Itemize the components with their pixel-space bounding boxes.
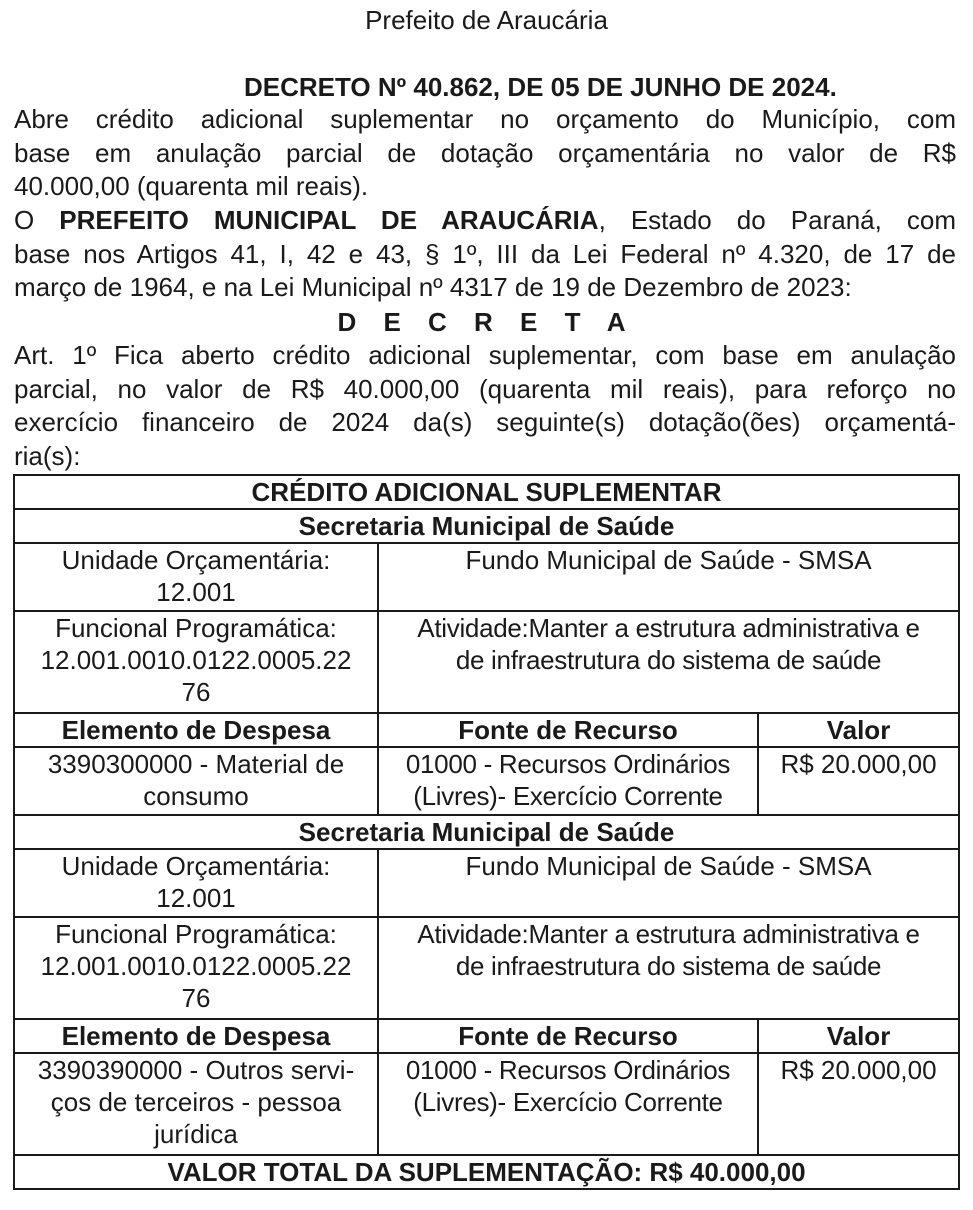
- atividade-line: de infraestrutura do sistema de saúde: [455, 951, 882, 981]
- fonte-line: 01000 - Recursos Ordinários: [405, 1055, 731, 1085]
- elemento-line: 3390390000 - Outros servi-: [37, 1055, 355, 1085]
- elemento-line: ços de terceiros - pessoa: [50, 1087, 342, 1117]
- page-header: Prefeito de Araucária: [365, 5, 608, 35]
- elemento-cell: [14, 747, 378, 815]
- fonte-line: (Livres)- Exercício Corrente: [413, 1087, 723, 1117]
- valor-cell: R$ 20.000,00: [758, 1053, 959, 1155]
- table-title-row: [14, 475, 959, 509]
- col-header-elemento: Elemento de Despesa: [14, 713, 378, 747]
- funcional-code-cont: 76: [181, 983, 211, 1013]
- atividade-cell: [378, 611, 959, 713]
- elemento-line: consumo: [143, 781, 249, 811]
- article-1: [14, 339, 956, 473]
- preamble-line: março de 1964, e na Lei Municipal nº 4317 de 19 de Dezembro de 2023:: [14, 272, 852, 302]
- funcional-code-cont: 76: [181, 677, 211, 707]
- unidade-code: 12.001: [156, 883, 236, 913]
- total-value: VALOR TOTAL DA SUPLEMENTAÇÃO: R$ 40.000,00: [14, 1155, 959, 1189]
- secretaria-name: Secretaria Municipal de Saúde: [14, 815, 959, 849]
- unidade-code: 12.001: [156, 577, 236, 607]
- total-row: [14, 1155, 959, 1189]
- decree-preamble: [14, 204, 956, 305]
- col-header-elemento: Elemento de Despesa: [14, 1019, 378, 1053]
- atividade-line: de infraestrutura do sistema de saúde: [455, 645, 882, 675]
- unidade-cell: [14, 849, 378, 917]
- fonte-line: 01000 - Recursos Ordinários: [405, 749, 731, 779]
- funcional-cell: [14, 917, 378, 1019]
- ementa-line: Abre crédito adicional suplementar no orçamento do Município, com: [14, 104, 956, 134]
- col-header-valor: Valor: [758, 1019, 959, 1053]
- atividade-cell: [378, 917, 959, 1019]
- secretaria-name: Secretaria Municipal de Saúde: [14, 509, 959, 543]
- funcional-code: 12.001.0010.0122.0005.22: [40, 645, 352, 675]
- fonte-cell: [378, 747, 758, 815]
- preamble-line: base nos Artigos 41, I, 42 e 43, § 1º, III da Lei Federal nº 4.320, de 17 de: [14, 238, 956, 269]
- decree-ementa: [14, 103, 956, 204]
- col-header-fonte: Fonte de Recurso: [378, 1019, 758, 1053]
- unidade-name: Fundo Municipal de Saúde - SMSA: [378, 543, 959, 611]
- fonte-cell: [378, 1053, 758, 1155]
- fonte-line: (Livres)- Exercício Corrente: [413, 781, 723, 811]
- col-header-fonte: Fonte de Recurso: [378, 713, 758, 747]
- funcional-code: 12.001.0010.0122.0005.22: [40, 951, 352, 981]
- col-header-valor: Valor: [758, 713, 959, 747]
- ementa-line: 40.000,00 (quarenta mil reais).: [14, 171, 369, 201]
- article-line: ria(s):: [14, 440, 81, 471]
- valor-cell: R$ 20.000,00: [758, 747, 959, 815]
- preamble-lead: O: [14, 205, 60, 235]
- article-line: parcial, no valor de R$ 40.000,00 (quarenta mil reais), para reforço no: [14, 373, 956, 404]
- preamble-authority: PREFEITO MUNICIPAL DE ARAUCÁRIA: [59, 205, 599, 235]
- preamble-line: [14, 204, 956, 238]
- funcional-label: Funcional Programática:: [55, 613, 337, 643]
- article-line: Art. 1º Fica aberto crédito adicional suplementar, com base em anulação: [14, 340, 956, 370]
- atividade-line: Atividade:Manter a estrutura administrativa e: [417, 919, 920, 949]
- unidade-row: [14, 543, 959, 611]
- funcional-row: [14, 611, 959, 713]
- unidade-label: Unidade Orçamentária:: [61, 851, 331, 881]
- elemento-line: jurídica: [154, 1119, 238, 1149]
- funcional-label: Funcional Programática:: [55, 919, 337, 949]
- elemento-line: 3390300000 - Material de: [47, 749, 345, 779]
- credit-table: [13, 474, 960, 1190]
- column-header-row: [14, 1019, 959, 1053]
- table-row: [14, 747, 959, 815]
- table-row: [14, 1053, 959, 1155]
- decreta-heading: D E C R E T A: [337, 307, 636, 337]
- unidade-row: [14, 849, 959, 917]
- ementa-line: base em anulação parcial de dotação orçamentária no valor de R$: [14, 137, 956, 168]
- funcional-cell: [14, 611, 378, 713]
- column-header-row: [14, 713, 959, 747]
- unidade-name: Fundo Municipal de Saúde - SMSA: [378, 849, 959, 917]
- preamble-rest: , Estado do Paraná, com: [598, 205, 956, 235]
- funcional-row: [14, 917, 959, 1019]
- unidade-cell: [14, 543, 378, 611]
- article-line: exercício financeiro de 2024 da(s) seguinte(s) dotação(ões) orçamentá-: [14, 407, 956, 437]
- table-title: CRÉDITO ADICIONAL SUPLEMENTAR: [14, 475, 959, 509]
- elemento-cell: [14, 1053, 378, 1155]
- unidade-label: Unidade Orçamentária:: [61, 545, 331, 575]
- decree-title: DECRETO Nº 40.862, DE 05 DE JUNHO DE 2024.: [244, 72, 837, 102]
- secretaria-row: [14, 509, 959, 543]
- secretaria-row: [14, 815, 959, 849]
- atividade-line: Atividade:Manter a estrutura administrativa e: [417, 613, 920, 643]
